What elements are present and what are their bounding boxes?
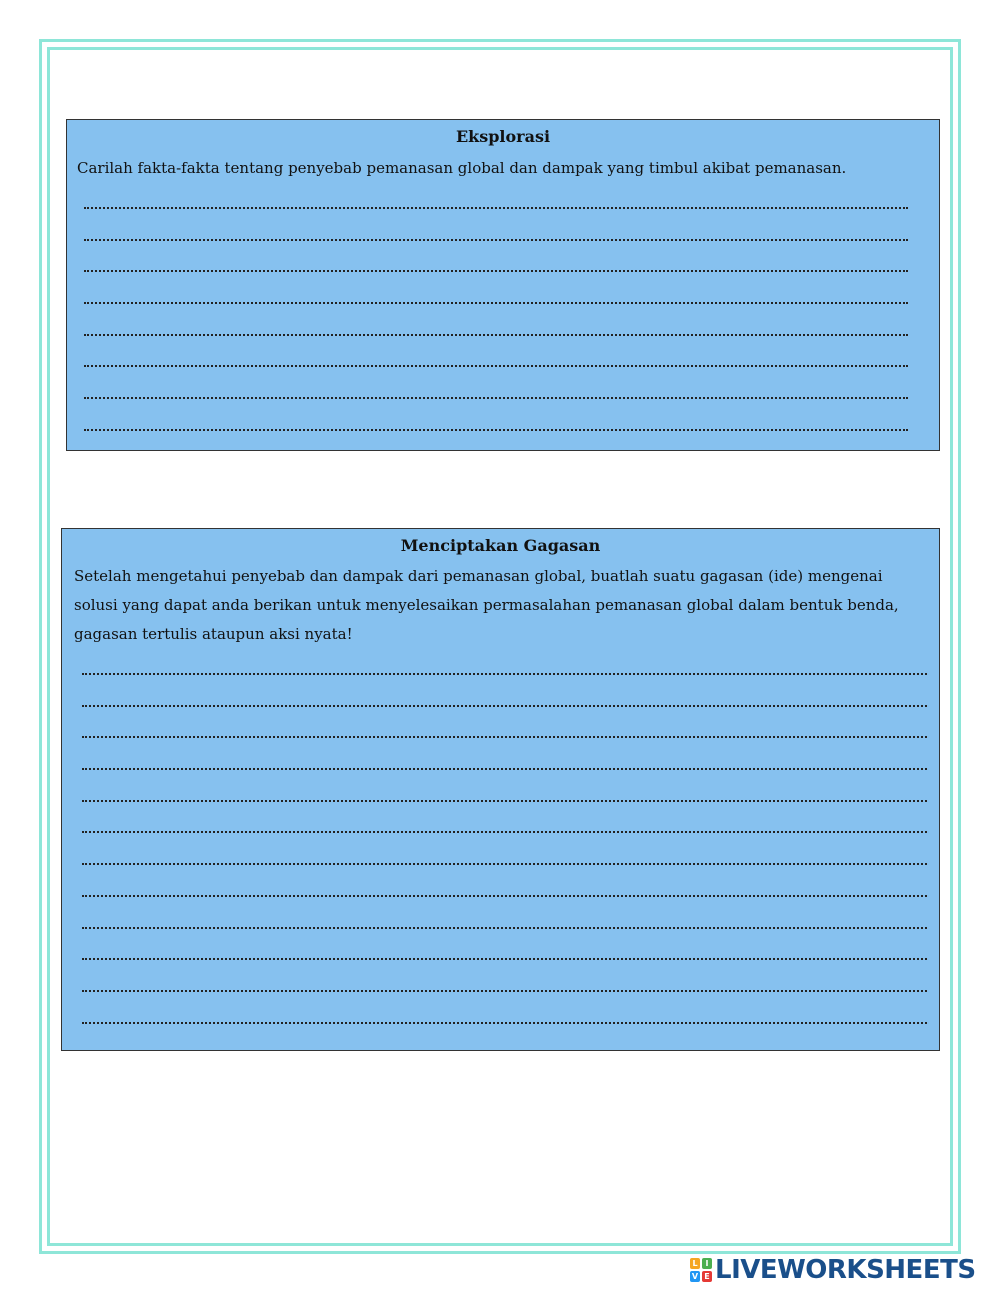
answer-line[interactable]: [82, 936, 927, 968]
answer-line[interactable]: [84, 280, 908, 312]
idea-prompt: Setelah mengetahui penyebab dan dampak dari pemanasan global, buatlah suatu gagasan (ide) mengenai solusi yang dapat anda berikan untuk menyelesaikan permasalahan pemanasan global dalam bentuk benda, gagasan tertulis ataupun aksi nyata!: [74, 567, 899, 643]
answer-line[interactable]: [84, 217, 908, 249]
answer-line[interactable]: [82, 968, 927, 1000]
logo-mark-cell: I: [702, 1258, 712, 1269]
answer-line[interactable]: [84, 407, 908, 439]
answer-line[interactable]: [82, 651, 927, 683]
answer-line[interactable]: [82, 714, 927, 746]
logo-mark-icon: [690, 1258, 712, 1282]
answer-line[interactable]: [82, 841, 927, 873]
answer-line[interactable]: [82, 905, 927, 937]
idea-title: Menciptakan Gagasan: [400, 536, 601, 555]
idea-answer-lines: [82, 651, 927, 1031]
answer-line[interactable]: [82, 778, 927, 810]
idea-panel: [61, 528, 940, 1051]
answer-line[interactable]: [84, 343, 908, 375]
liveworksheets-logo: [690, 1255, 976, 1285]
answer-line[interactable]: [84, 312, 908, 344]
exploration-answer-lines: [84, 185, 908, 439]
exploration-prompt: Carilah fakta-fakta tentang penyebab pemanasan global dan dampak yang timbul akibat pemanasan.: [77, 159, 847, 177]
answer-line[interactable]: [82, 683, 927, 715]
answer-line[interactable]: [82, 1000, 927, 1032]
exploration-title: Eksplorasi: [455, 127, 551, 146]
logo-text: LIVEWORKSHEETS: [715, 1255, 976, 1285]
logo-mark-cell: V: [691, 1272, 699, 1281]
exploration-panel: [66, 119, 940, 451]
logo-mark-cell: E: [702, 1271, 712, 1282]
answer-line[interactable]: [84, 185, 908, 217]
logo-mark-cell: L: [690, 1258, 700, 1269]
answer-line[interactable]: [84, 248, 908, 280]
answer-line[interactable]: [82, 809, 927, 841]
answer-line[interactable]: [82, 873, 927, 905]
answer-line[interactable]: [84, 375, 908, 407]
answer-line[interactable]: [82, 746, 927, 778]
